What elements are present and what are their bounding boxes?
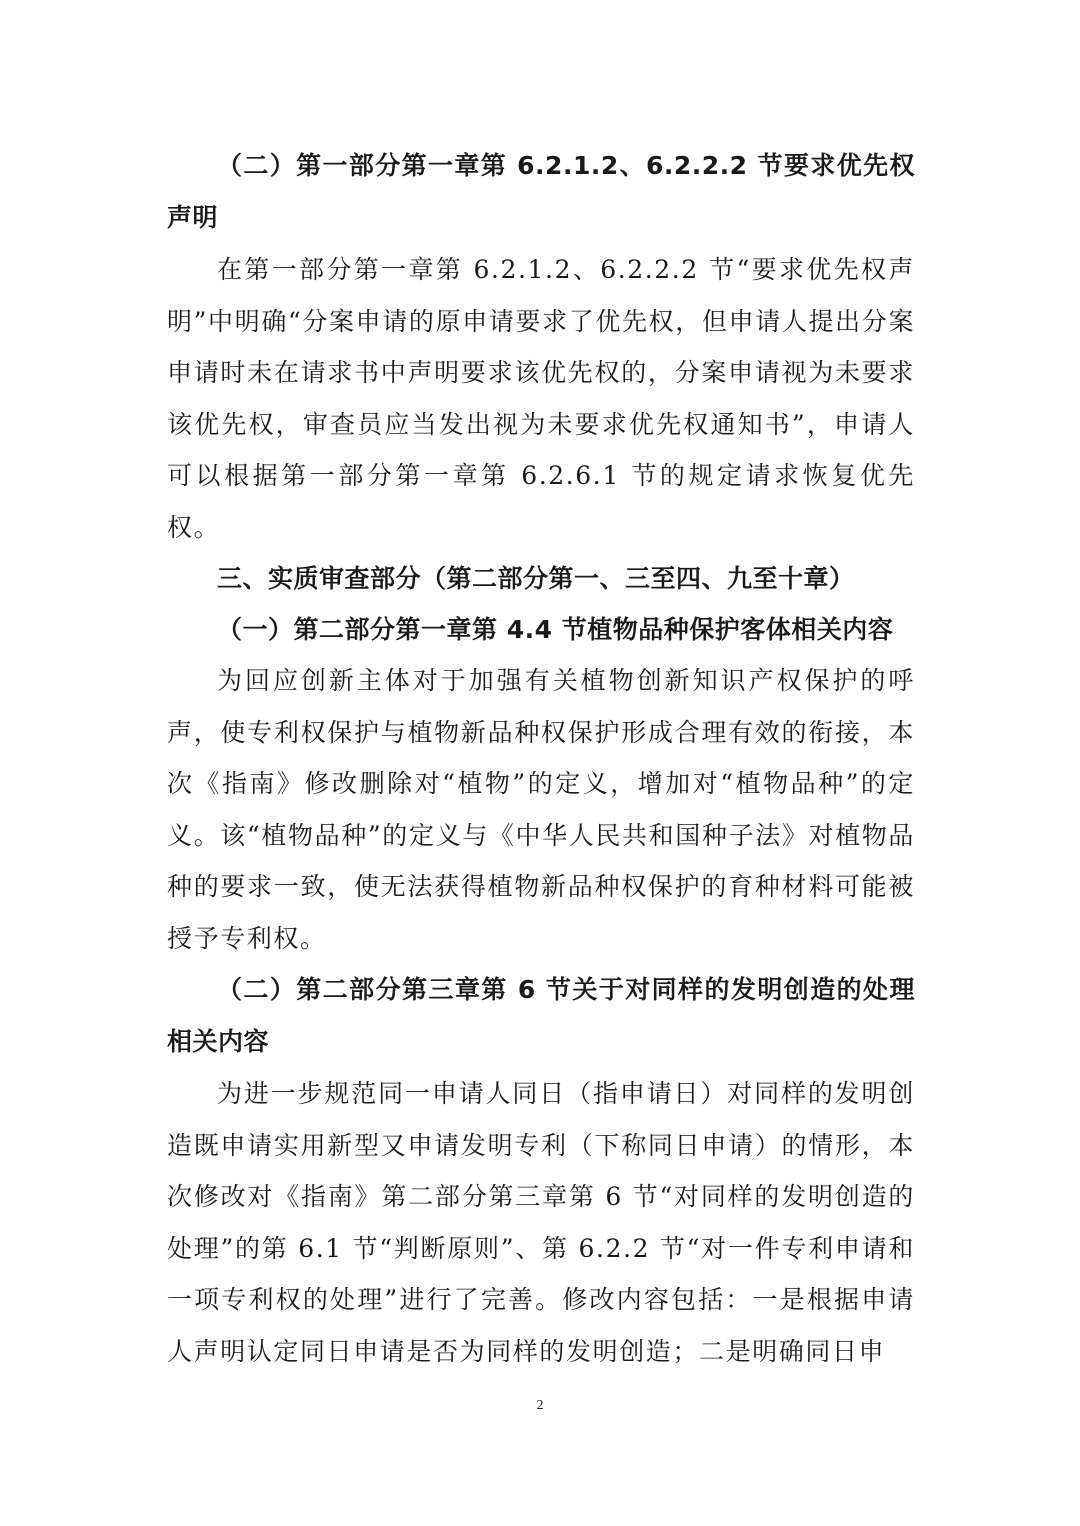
section-heading-plant-variety: （一）第二部分第一章第 4.4 节植物品种保护客体相关内容 — [217, 615, 894, 644]
paragraph-same-invention: 为进一步规范同一申请人同日（指申请日）对同样的发明创造既申请实用新型又申请发明专利（下称同日申请）的情形，本次修改对《指南》第二部分第三章第 6 节“对同样的发明创造的处理”的第 6.1 节“判断原则”、第 6.2.2 节“对一件专利申请和一项专利权的处理”进行了完善。修改内容包括：一是根据申请人声明认定同日申请是否为同样的发明创造；二是明确同日申 — [167, 1079, 915, 1366]
section-heading-substantive-examination: 三、实质审查部分（第二部分第一、三至四、九至十章） — [217, 564, 855, 593]
paragraph-priority-claim: 在第一部分第一章第 6.2.1.2、6.2.2.2 节“要求优先权声明”中明确“分案申请的原申请要求了优先权，但申请人提出分案申请时未在请求书中声明要求该优先权的，分案申请视为未要求该优先权，审查员应当发出视为未要求优先权通知书”，申请人可以根据第一部分第一章第 6.2.6.1 节的规定请求恢复优先权。 — [167, 255, 915, 542]
page-number: 2 — [536, 1398, 544, 1413]
section-heading-same-invention: （二）第二部分第三章第 6 节关于对同样的发明创造的处理相关内容 — [167, 975, 915, 1056]
paragraph-plant-variety: 为回应创新主体对于加强有关植物创新知识产权保护的呼声，使专利权保护与植物新品种权保护形成合理有效的衔接，本次《指南》修改删除对“植物”的定义，增加对“植物品种”的定义。该“植物品种”的定义与《中华人民共和国种子法》对植物品种的要求一致，使无法获得植物新品种权保护的育种材料可能被授予专利权。 — [167, 666, 915, 953]
document-body — [167, 140, 915, 1377]
section-heading-priority-claim: （二）第一部分第一章第 6.2.1.2、6.2.2.2 节要求优先权声明 — [167, 151, 915, 232]
